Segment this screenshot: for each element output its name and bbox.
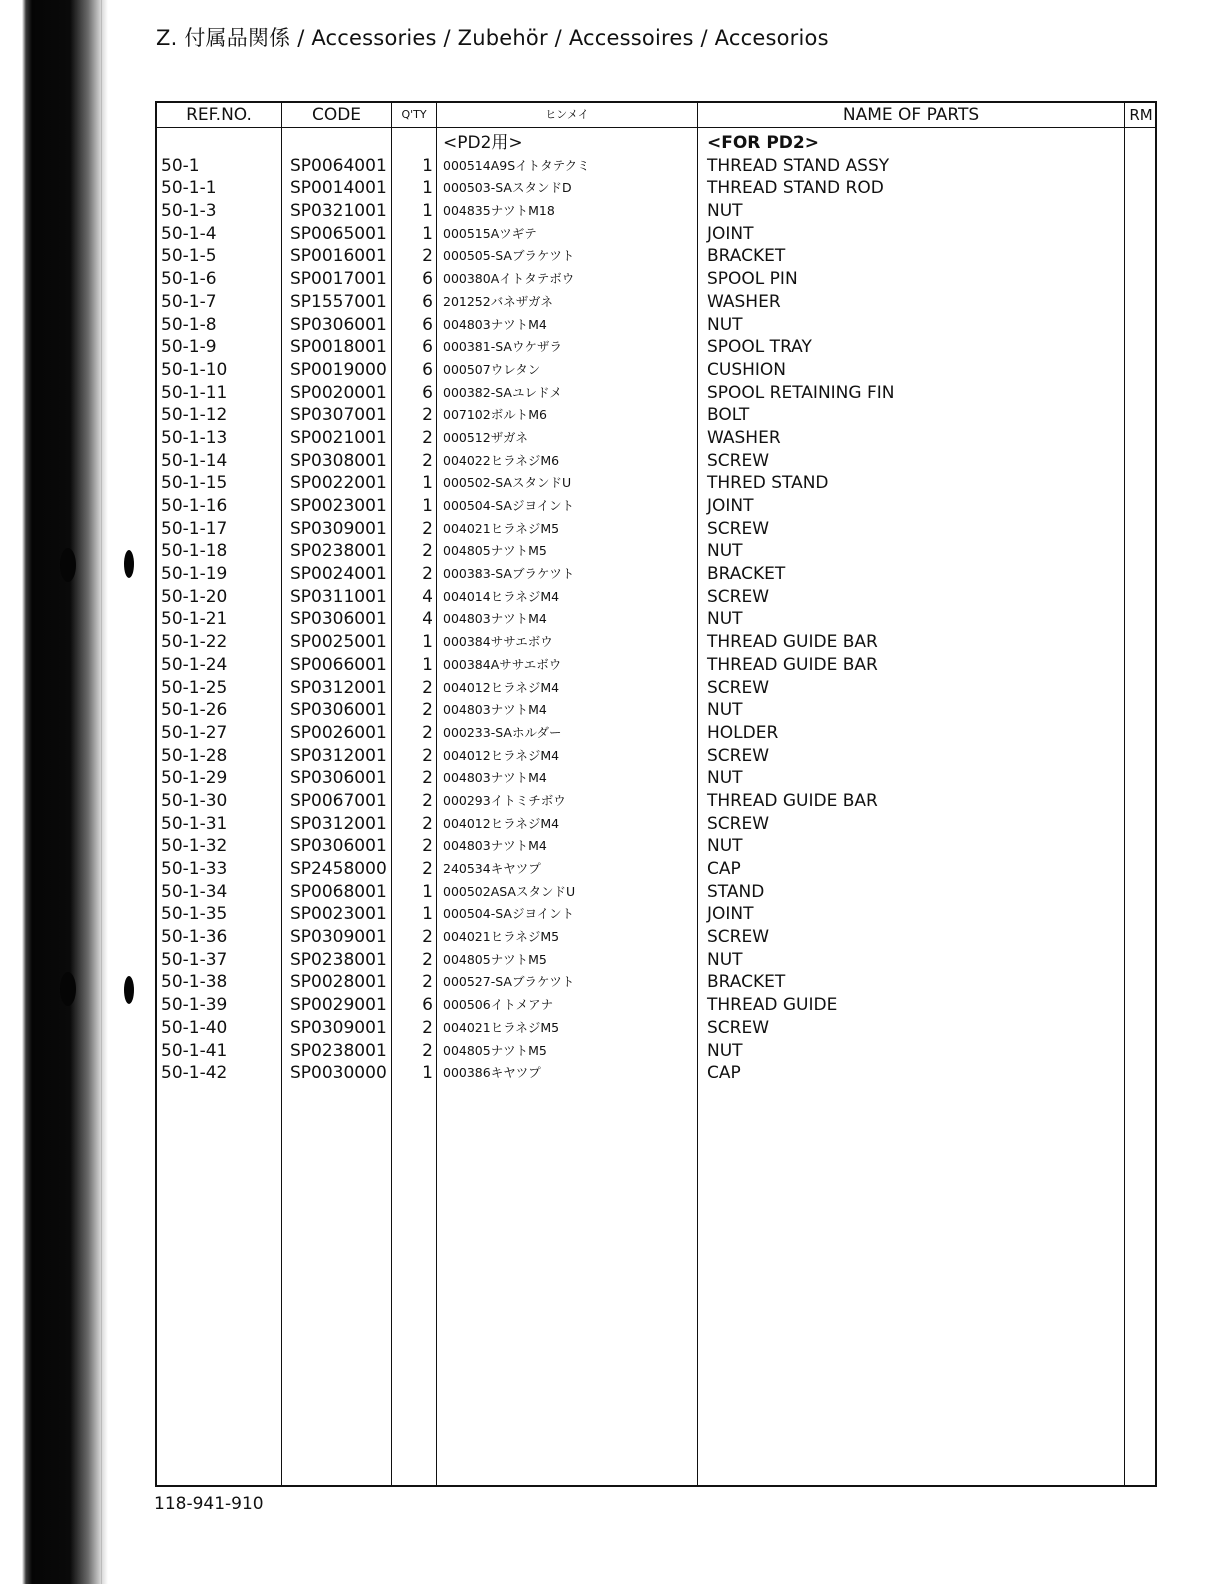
cell-code: SP0306001 (290, 768, 387, 789)
cell-ref: 50-1-29 (161, 768, 228, 789)
cell-ref: 50-1-34 (161, 881, 228, 902)
cell-ref: 50-1-19 (161, 564, 228, 585)
table-row (157, 654, 1155, 677)
cell-ref: 50-1-39 (161, 995, 228, 1016)
cell-qty: 6 (422, 337, 433, 358)
cell-qty: 2 (422, 405, 433, 426)
cell-code: SP0312001 (290, 677, 387, 698)
header-code: CODE (311, 105, 362, 125)
cell-ref: 50-1-16 (161, 496, 228, 516)
cell-code: SP0307001 (290, 405, 387, 426)
cell-hinmei: 004805ナツトM5 (443, 1042, 547, 1058)
cell-code: SP0023001 (290, 496, 387, 516)
cell-code: SP0312001 (290, 813, 387, 834)
cell-code: SP0029001 (290, 995, 387, 1016)
table-row (157, 1062, 1155, 1085)
cell-ref: 50-1-37 (161, 949, 228, 970)
document-number: 118-941-910 (154, 1494, 264, 1514)
cell-ref: 50-1-22 (161, 632, 228, 653)
cell-code: SP0309001 (290, 518, 387, 539)
cell-ref: 50-1-3 (161, 201, 217, 222)
cell-code: SP0312001 (290, 745, 387, 766)
table-row (157, 223, 1155, 246)
table-row (157, 903, 1155, 926)
page-title: Z. 付属品関係 / Accessories / Zubehör / Accessoires / Accesorios (156, 26, 829, 50)
cell-code: SP0020001 (290, 382, 387, 403)
cell-ref: 50-1-13 (161, 427, 228, 448)
cell-qty: 2 (422, 541, 433, 562)
table-row (157, 767, 1155, 790)
cell-hinmei: 240534キヤツプ (443, 861, 541, 876)
cell-hinmei: 000384ササエボウ (443, 634, 553, 650)
table-row (157, 518, 1155, 541)
table-row (157, 677, 1155, 700)
table-row (157, 177, 1155, 200)
header-name: NAME OF PARTS (842, 105, 980, 125)
header-divider (157, 127, 1155, 128)
cell-ref: 50-1-4 (161, 223, 217, 244)
section-hinmei: <PD2用> (443, 133, 523, 153)
cell-ref: 50-1-28 (161, 745, 228, 766)
table-row (157, 858, 1155, 881)
cell-ref: 50-1-36 (161, 927, 228, 948)
cell-code: SP0321001 (290, 201, 387, 222)
cell-code: SP0026001 (290, 722, 387, 743)
cell-name: NUT (707, 949, 743, 970)
cell-qty: 2 (422, 246, 433, 267)
table-row (157, 336, 1155, 359)
cell-code: SP0019000 (290, 359, 387, 380)
cell-name: THREAD STAND ROD (707, 178, 884, 199)
table-body (157, 132, 1155, 1085)
binder-fold-line (101, 0, 102, 1584)
cell-name: CAP (707, 859, 741, 879)
binder-edge-shadow (0, 0, 110, 1584)
table-row (157, 200, 1155, 223)
cell-code: SP0308001 (290, 450, 387, 471)
punch-hole (124, 976, 134, 1004)
cell-hinmei: 000382-SAユレドメ (443, 384, 562, 400)
cell-hinmei: 201252バネザガネ (443, 293, 553, 309)
cell-ref: 50-1 (161, 155, 200, 176)
cell-qty: 2 (422, 427, 433, 448)
table-row (157, 314, 1155, 337)
cell-code: SP0068001 (290, 881, 387, 902)
cell-name: BRACKET (707, 972, 786, 993)
table-row (157, 268, 1155, 291)
cell-name: JOINT (707, 223, 754, 244)
table-row (157, 881, 1155, 904)
cell-name: NUT (707, 314, 743, 335)
cell-code: SP0309001 (290, 927, 387, 948)
cell-ref: 50-1-5 (161, 246, 217, 267)
cell-code: SP0030000 (290, 1063, 387, 1084)
cell-hinmei: 000515Aツギテ (443, 225, 537, 241)
cell-name: NUT (707, 836, 743, 857)
header-hinmei: ヒンメイ (545, 108, 589, 121)
cell-qty: 1 (422, 473, 433, 494)
cell-ref: 50-1-27 (161, 722, 228, 743)
cell-name: NUT (707, 700, 743, 721)
cell-hinmei: 000380Aイトタテボウ (443, 271, 575, 287)
cell-ref: 50-1-14 (161, 450, 228, 471)
cell-name: STAND (707, 881, 765, 902)
cell-hinmei: 000506イトメアナ (443, 997, 554, 1013)
cell-name: THREAD GUIDE (707, 995, 838, 1016)
cell-hinmei: 000503-SAスタンドD (443, 180, 572, 196)
table-row (157, 495, 1155, 518)
table-row (157, 450, 1155, 473)
cell-ref: 50-1-31 (161, 813, 228, 834)
cell-ref: 50-1-40 (161, 1017, 228, 1038)
cell-name: SCREW (707, 813, 770, 834)
cell-qty: 2 (422, 859, 433, 879)
cell-hinmei: 004021ヒラネジM5 (443, 929, 560, 945)
cell-hinmei: 004835ナツトM18 (443, 203, 555, 219)
cell-qty: 2 (422, 450, 433, 471)
cell-name: HOLDER (707, 722, 779, 743)
cell-code: SP0311001 (290, 586, 387, 607)
cell-hinmei: 004012ヒラネジM4 (443, 679, 560, 695)
cell-code: SP0021001 (290, 427, 387, 448)
cell-qty: 2 (422, 745, 433, 766)
cell-ref: 50-1-7 (161, 291, 217, 312)
cell-qty: 2 (422, 813, 433, 834)
cell-name: NUT (707, 609, 743, 630)
cell-qty: 1 (422, 654, 433, 675)
cell-hinmei: 004803ナツトM4 (443, 702, 547, 718)
table-row (157, 427, 1155, 450)
table-row (157, 1017, 1155, 1040)
cell-qty: 1 (422, 155, 433, 176)
cell-name: NUT (707, 201, 743, 222)
cell-code: SP0028001 (290, 972, 387, 993)
cell-code: SP0306001 (290, 314, 387, 335)
cell-hinmei: 000502-SAスタンドU (443, 475, 572, 491)
cell-ref: 50-1-18 (161, 541, 228, 562)
cell-hinmei: 000512ザガネ (443, 429, 528, 445)
cell-hinmei: 007102ボルトM6 (443, 407, 547, 423)
cell-hinmei: 000504-SAジヨイント (443, 906, 575, 922)
cell-name: SCREW (707, 450, 770, 471)
cell-name: SPOOL RETAINING FIN (707, 382, 895, 403)
cell-code: SP0238001 (290, 541, 387, 562)
cell-code: SP0018001 (290, 337, 387, 358)
cell-qty: 6 (422, 359, 433, 380)
cell-code: SP0066001 (290, 654, 387, 675)
table-row (157, 291, 1155, 314)
cell-qty: 4 (422, 609, 433, 630)
cell-ref: 50-1-15 (161, 473, 228, 494)
section-name: <FOR PD2> (707, 133, 819, 153)
cell-name: THREAD GUIDE BAR (707, 654, 878, 675)
cell-qty: 6 (422, 314, 433, 335)
cell-qty: 6 (422, 995, 433, 1016)
punch-hole (60, 548, 76, 582)
cell-name: CAP (707, 1063, 741, 1084)
cell-code: SP0238001 (290, 949, 387, 970)
cell-ref: 50-1-33 (161, 859, 228, 879)
table-row (157, 926, 1155, 949)
cell-hinmei: 004014ヒラネジM4 (443, 588, 560, 604)
cell-code: SP0306001 (290, 700, 387, 721)
cell-hinmei: 000507ウレタン (443, 361, 541, 377)
cell-ref: 50-1-6 (161, 269, 217, 290)
cell-qty: 6 (422, 382, 433, 403)
cell-ref: 50-1-8 (161, 314, 217, 335)
cell-ref: 50-1-25 (161, 677, 228, 698)
cell-name: CUSHION (707, 359, 786, 380)
cell-name: SCREW (707, 745, 770, 766)
cell-name: JOINT (707, 904, 754, 925)
cell-name: BRACKET (707, 564, 786, 585)
cell-hinmei: 004805ナツトM5 (443, 951, 547, 967)
cell-ref: 50-1-10 (161, 359, 228, 380)
cell-qty: 2 (422, 1017, 433, 1038)
cell-ref: 50-1-17 (161, 518, 228, 539)
cell-code: SP0024001 (290, 564, 387, 585)
cell-code: SP0014001 (290, 178, 387, 199)
cell-qty: 2 (422, 700, 433, 721)
cell-hinmei: 000384Aササエボウ (443, 656, 562, 672)
cell-name: WASHER (707, 427, 781, 448)
cell-name: SCREW (707, 1017, 770, 1038)
cell-name: NUT (707, 768, 743, 789)
cell-name: THREAD GUIDE BAR (707, 632, 878, 653)
cell-ref: 50-1-1 (161, 178, 217, 199)
cell-qty: 1 (422, 178, 433, 199)
cell-code: SP0025001 (290, 632, 387, 653)
cell-hinmei: 000383-SAブラケツト (443, 566, 575, 582)
cell-name: THREAD STAND ASSY (707, 155, 890, 176)
header-ref: REF.NO. (186, 105, 252, 125)
cell-code: SP0022001 (290, 473, 387, 494)
table-row (157, 1040, 1155, 1063)
cell-hinmei: 000502ASAスタンドU (443, 883, 576, 899)
cell-qty: 1 (422, 881, 433, 902)
cell-code: SP0306001 (290, 609, 387, 630)
cell-ref: 50-1-21 (161, 609, 228, 630)
cell-hinmei: 004803ナツトM4 (443, 770, 547, 786)
cell-hinmei: 000233-SAホルダー (443, 724, 562, 740)
cell-hinmei: 004805ナツトM5 (443, 543, 547, 559)
cell-hinmei: 000514A9Sイトタテクミ (443, 157, 590, 173)
cell-qty: 1 (422, 632, 433, 653)
cell-qty: 6 (422, 291, 433, 312)
cell-code: SP0017001 (290, 269, 387, 290)
cell-qty: 2 (422, 949, 433, 970)
cell-qty: 1 (422, 496, 433, 516)
cell-qty: 2 (422, 836, 433, 857)
cell-name: SCREW (707, 677, 770, 698)
cell-hinmei: 000527-SAブラケツト (443, 974, 575, 990)
table-row (157, 971, 1155, 994)
cell-ref: 50-1-12 (161, 405, 228, 426)
table-row (157, 994, 1155, 1017)
cell-qty: 1 (422, 1063, 433, 1084)
table-row (157, 245, 1155, 268)
cell-hinmei: 004021ヒラネジM5 (443, 520, 560, 536)
table-row (157, 790, 1155, 813)
cell-hinmei: 004012ヒラネジM4 (443, 815, 560, 831)
table-row (157, 949, 1155, 972)
cell-hinmei: 000504-SAジヨイント (443, 498, 575, 513)
cell-code: SP0016001 (290, 246, 387, 267)
table-row (157, 745, 1155, 768)
cell-qty: 2 (422, 722, 433, 743)
cell-hinmei: 004021ヒラネジM5 (443, 1019, 560, 1035)
cell-ref: 50-1-26 (161, 700, 228, 721)
cell-code: SP0067001 (290, 790, 387, 811)
parts-table (155, 101, 1157, 1487)
cell-name: JOINT (707, 496, 754, 516)
table-row (157, 382, 1155, 405)
cell-hinmei: 000293イトミチボウ (443, 792, 566, 808)
cell-name: SPOOL TRAY (707, 337, 812, 358)
cell-qty: 1 (422, 201, 433, 222)
cell-code: SP0023001 (290, 904, 387, 925)
cell-hinmei: 004022ヒラネジM6 (443, 452, 560, 468)
table-row (157, 563, 1155, 586)
cell-ref: 50-1-35 (161, 904, 228, 925)
cell-ref: 50-1-41 (161, 1040, 228, 1061)
cell-qty: 4 (422, 586, 433, 607)
cell-name: NUT (707, 541, 743, 562)
table-row (157, 540, 1155, 563)
table-row (157, 608, 1155, 631)
table-row (157, 631, 1155, 654)
cell-ref: 50-1-30 (161, 790, 228, 811)
cell-qty: 1 (422, 904, 433, 925)
cell-ref: 50-1-42 (161, 1063, 228, 1084)
cell-hinmei: 004803ナツトM4 (443, 611, 547, 627)
cell-qty: 2 (422, 564, 433, 585)
cell-name: SCREW (707, 518, 770, 539)
table-row (157, 586, 1155, 609)
cell-name: SCREW (707, 927, 770, 948)
cell-ref: 50-1-20 (161, 586, 228, 607)
cell-qty: 2 (422, 972, 433, 993)
cell-code: SP0309001 (290, 1017, 387, 1038)
cell-name: THRED STAND (707, 473, 829, 494)
table-row (157, 699, 1155, 722)
table-row (157, 359, 1155, 382)
punch-hole (60, 972, 76, 1006)
cell-qty: 2 (422, 927, 433, 948)
table-row (157, 472, 1155, 495)
cell-code: SP0064001 (290, 155, 387, 176)
cell-hinmei: 004012ヒラネジM4 (443, 747, 560, 763)
cell-qty: 2 (422, 790, 433, 811)
cell-hinmei: 004803ナツトM4 (443, 838, 547, 854)
cell-name: THREAD GUIDE BAR (707, 790, 878, 811)
cell-name: SPOOL PIN (707, 269, 798, 290)
cell-name: SCREW (707, 586, 770, 607)
cell-hinmei: 000386キヤツプ (443, 1065, 541, 1081)
cell-code: SP2458000 (290, 859, 387, 879)
cell-ref: 50-1-11 (161, 382, 228, 403)
cell-qty: 2 (422, 768, 433, 789)
punch-hole (124, 550, 134, 578)
cell-ref: 50-1-32 (161, 836, 228, 857)
cell-qty: 2 (422, 1040, 433, 1061)
cell-ref: 50-1-9 (161, 337, 217, 358)
cell-ref: 50-1-24 (161, 654, 228, 675)
cell-ref: 50-1-38 (161, 972, 228, 993)
cell-name: WASHER (707, 291, 781, 312)
cell-hinmei: 000505-SAブラケツト (443, 248, 575, 264)
cell-code: SP0306001 (290, 836, 387, 857)
cell-hinmei: 000381-SAウケザラ (443, 339, 562, 355)
header-qty: Q'TY (401, 108, 427, 121)
table-row (157, 722, 1155, 745)
cell-qty: 1 (422, 223, 433, 244)
cell-code: SP0238001 (290, 1040, 387, 1061)
cell-name: BOLT (707, 405, 750, 426)
cell-qty: 2 (422, 518, 433, 539)
cell-qty: 2 (422, 677, 433, 698)
header-rm: RM (1129, 106, 1153, 124)
cell-name: NUT (707, 1040, 743, 1061)
table-row (157, 155, 1155, 178)
cell-code: SP0065001 (290, 223, 387, 244)
section-row (157, 132, 1155, 155)
cell-qty: 6 (422, 269, 433, 290)
cell-hinmei: 004803ナツトM4 (443, 316, 547, 332)
cell-name: BRACKET (707, 246, 786, 267)
table-row (157, 813, 1155, 836)
table-row (157, 404, 1155, 427)
cell-code: SP1557001 (290, 291, 387, 312)
table-row (157, 835, 1155, 858)
